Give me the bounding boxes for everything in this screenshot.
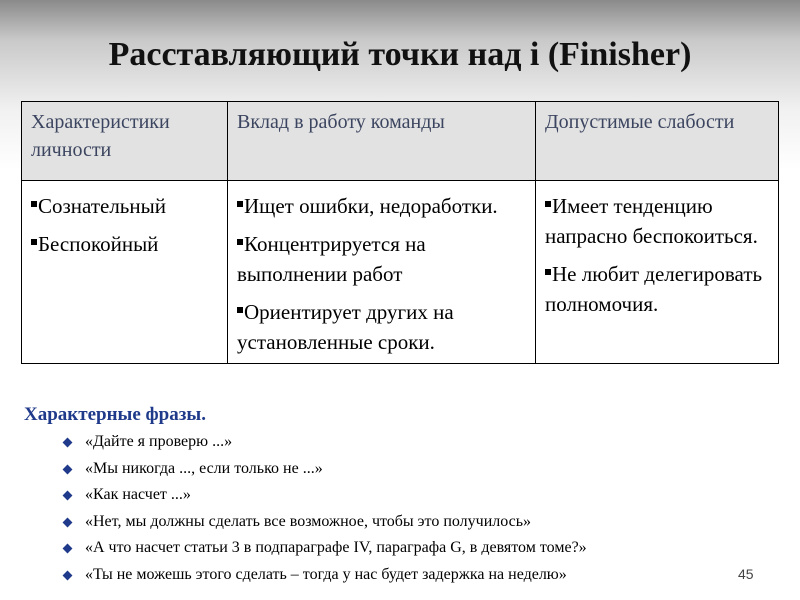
finisher-table [21,101,779,364]
cell-contribution [228,181,536,364]
page-number: 45 [738,566,754,582]
list-item: Беспокойный [31,229,217,259]
cell-weaknesses [536,181,779,364]
phrases-heading: Характерные фразы. [24,404,206,425]
square-bullet-icon [237,307,243,313]
diamond-bullet-icon [63,570,73,580]
table-row [22,181,779,364]
list-item: «Дайте я проверю ...» [62,433,587,460]
square-bullet-icon [31,239,37,245]
list-item: «Нет, мы должны сделать все возможное, чтобы это получилось» [62,513,587,540]
phrases-list [62,433,587,592]
slide-title: Расставляющий точки над i (Finisher) [108,36,692,73]
table-header-row [22,102,779,181]
list-item: Ориентирует других на установленные сроки. [237,300,454,354]
diamond-bullet-icon [63,464,73,474]
list-item: Имеет тенденцию напрасно беспокоиться. [545,194,758,248]
square-bullet-icon [545,269,551,275]
list-item: «Как насчет ...» [62,486,587,513]
list-item: «Ты не можешь этого сделать – тогда у нас будет задержка на неделю» [62,566,587,593]
list-item: Не любит делегировать полномочия. [545,262,763,316]
header-contribution: Вклад в работу команды [228,102,536,181]
list-item: Концентрируется на выполнении работ [237,232,426,286]
square-bullet-icon [31,201,37,207]
square-bullet-icon [237,239,243,245]
header-personality: Характеристики личности [22,102,228,181]
header-weaknesses: Допустимые слабости [536,102,779,181]
list-item: «Мы никогда ..., если только не ...» [62,460,587,487]
diamond-bullet-icon [63,438,73,448]
list-item: Сознательный [31,191,217,221]
diamond-bullet-icon [63,517,73,527]
square-bullet-icon [237,201,243,207]
diamond-bullet-icon [63,491,73,501]
list-item: «А что насчет статьи 3 в подпараграфе IV, параграфа G, в девятом томе?» [62,539,587,566]
cell-personality [22,181,228,364]
list-item: Ищет ошибки, недоработки. [237,191,525,221]
diamond-bullet-icon [63,544,73,554]
square-bullet-icon [545,201,551,207]
